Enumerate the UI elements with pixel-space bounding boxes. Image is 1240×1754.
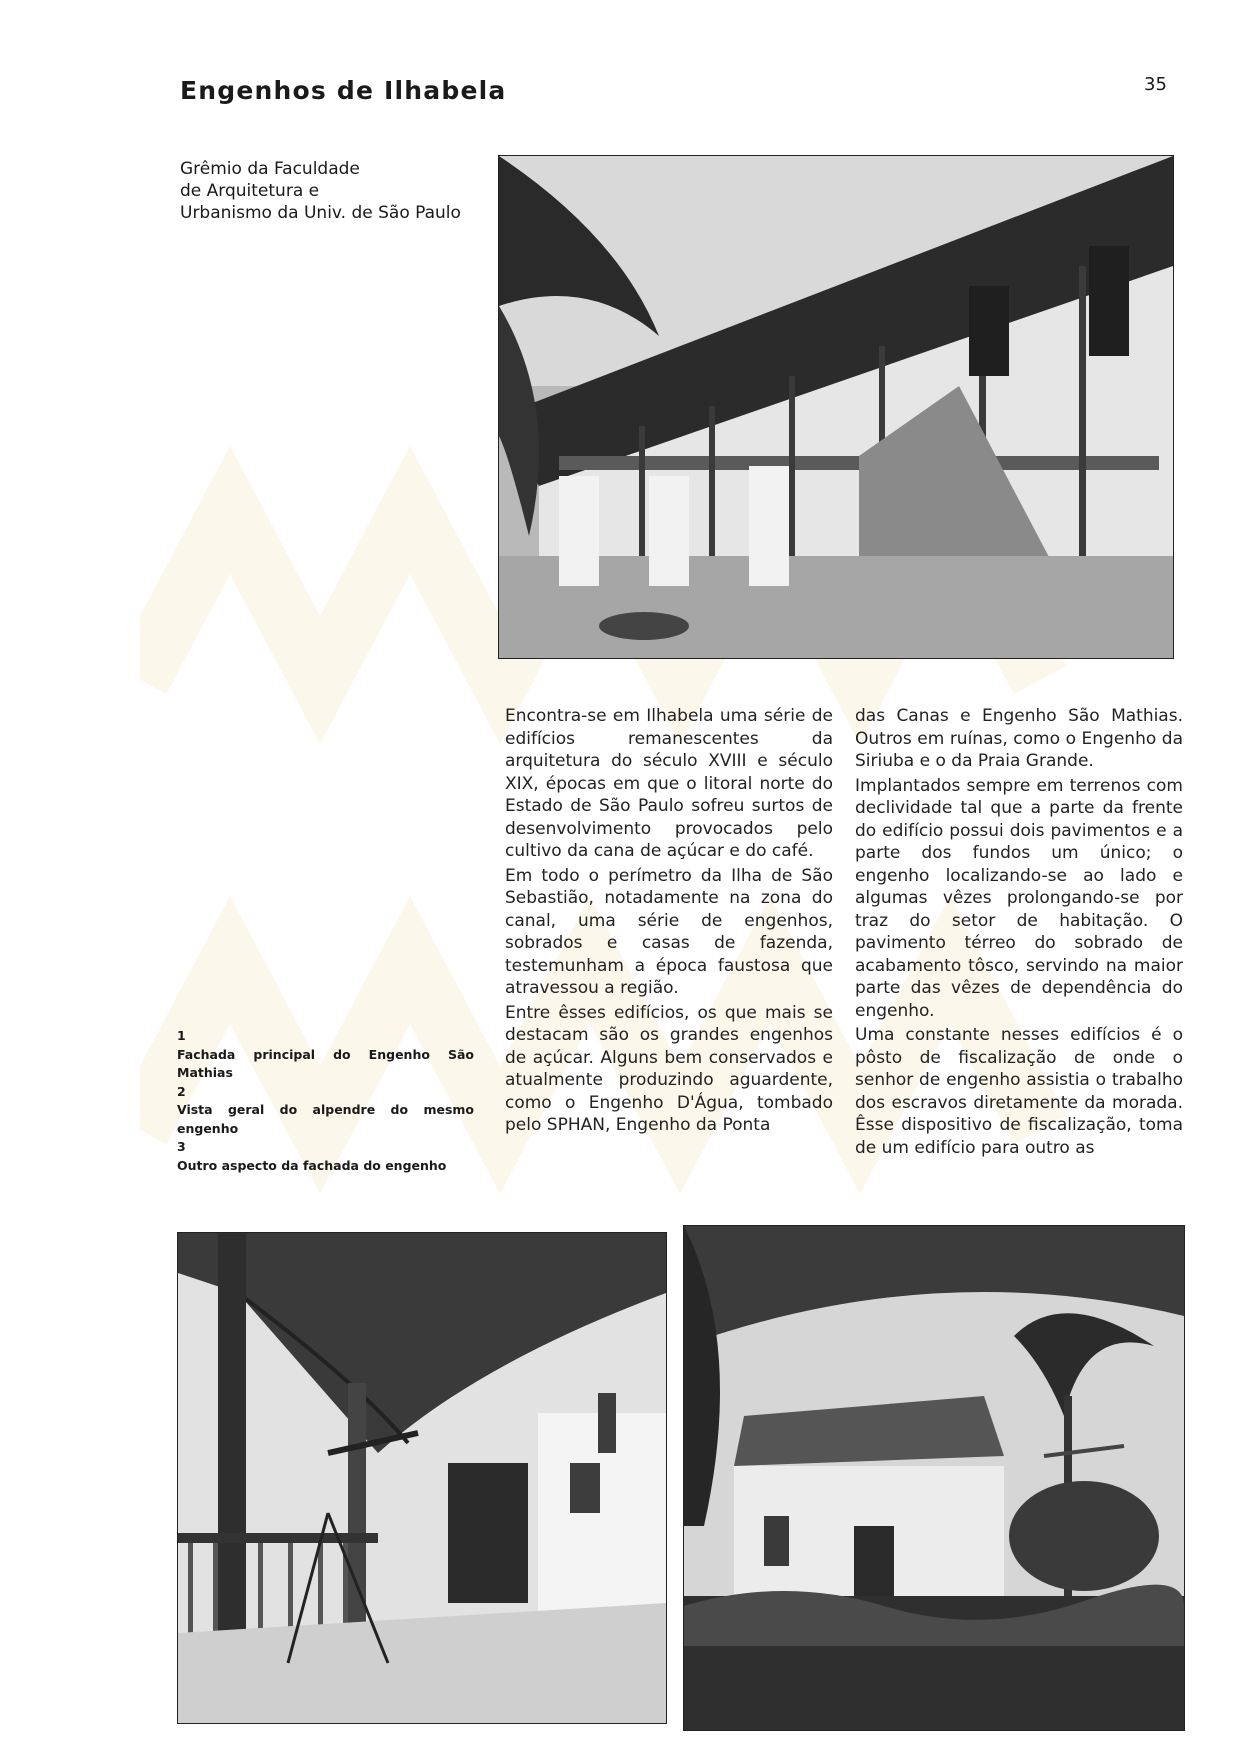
paragraph: Implantados sempre em terrenos com declividade tal que a parte da frente do edifício possui dois pavimentos e a parte dos fundos um único; o engenho localizando-se ao lado e algumas vêzes prolongando-se por traz do setor de habitação. O pavimento térreo do sobrado de acabamento tôsco, servindo na maior parte das vêzes de dependência do engenho. [855, 775, 1183, 1021]
photo-captions [177, 1027, 474, 1175]
author-block [180, 158, 480, 224]
paragraph: das Canas e Engenho São Mathias. Outros em ruínas, como o Engenho da Siriuba e o da Praia Grande. [855, 706, 1183, 771]
body-column-1 [505, 705, 833, 1139]
caption-text: Outro aspecto da fachada do engenho [177, 1157, 447, 1173]
caption-number: 2 [177, 1083, 186, 1099]
author-line: de Arquitetura e [180, 181, 320, 201]
author-line: Grêmio da Faculdade [180, 159, 360, 179]
paragraph: Entre êsses edifícios, os que mais se destacam são os grandes engenhos de açúcar. Alguns bem conservados e atualmente produzindo aguardente, como o Engenho D'Água, tombado pelo SPHAN, Engenho da Ponta [505, 1002, 833, 1135]
paragraph: Em todo o perímetro da Ilha de São Sebastião, notadamente na zona do canal, uma série de engenhos, sobrados e casas de fazenda, testemunham a época faustosa que atravessou a região. [505, 865, 833, 998]
caption-number: 1 [177, 1028, 186, 1043]
author-line: Urbanismo da Univ. de São Paulo [180, 203, 461, 223]
page-title: Engenhos de Ilhabela [180, 76, 507, 105]
paragraph: Uma constante nesses edifícios é o pôsto de fiscalização de onde o senhor de engenho assistia o trabalho dos escravos diretamente da morada. Êsse dispositivo de fiscalização, toma de um edifício para outro as [855, 1025, 1183, 1158]
photo-engenho-facade [498, 155, 1174, 659]
photo-facade-aspect [683, 1225, 1185, 1731]
page-number: 35 [1144, 74, 1167, 95]
photo-veranda [177, 1232, 667, 1724]
caption-text: Vista geral do alpendre do mesmo engenho [177, 1102, 474, 1136]
body-column-2 [855, 705, 1183, 1161]
caption-text: Fachada principal do Engenho São Mathias [177, 1046, 474, 1080]
caption-number: 3 [177, 1139, 186, 1154]
paragraph: Encontra-se em Ilhabela uma série de edifícios remanescentes da arquitetura do século XVIII e século XIX, épocas em que o litoral norte do Estado de São Paulo sofreu surtos de desenvolvimento provocados pelo cultivo da cana de açúcar e do café. [505, 706, 833, 861]
